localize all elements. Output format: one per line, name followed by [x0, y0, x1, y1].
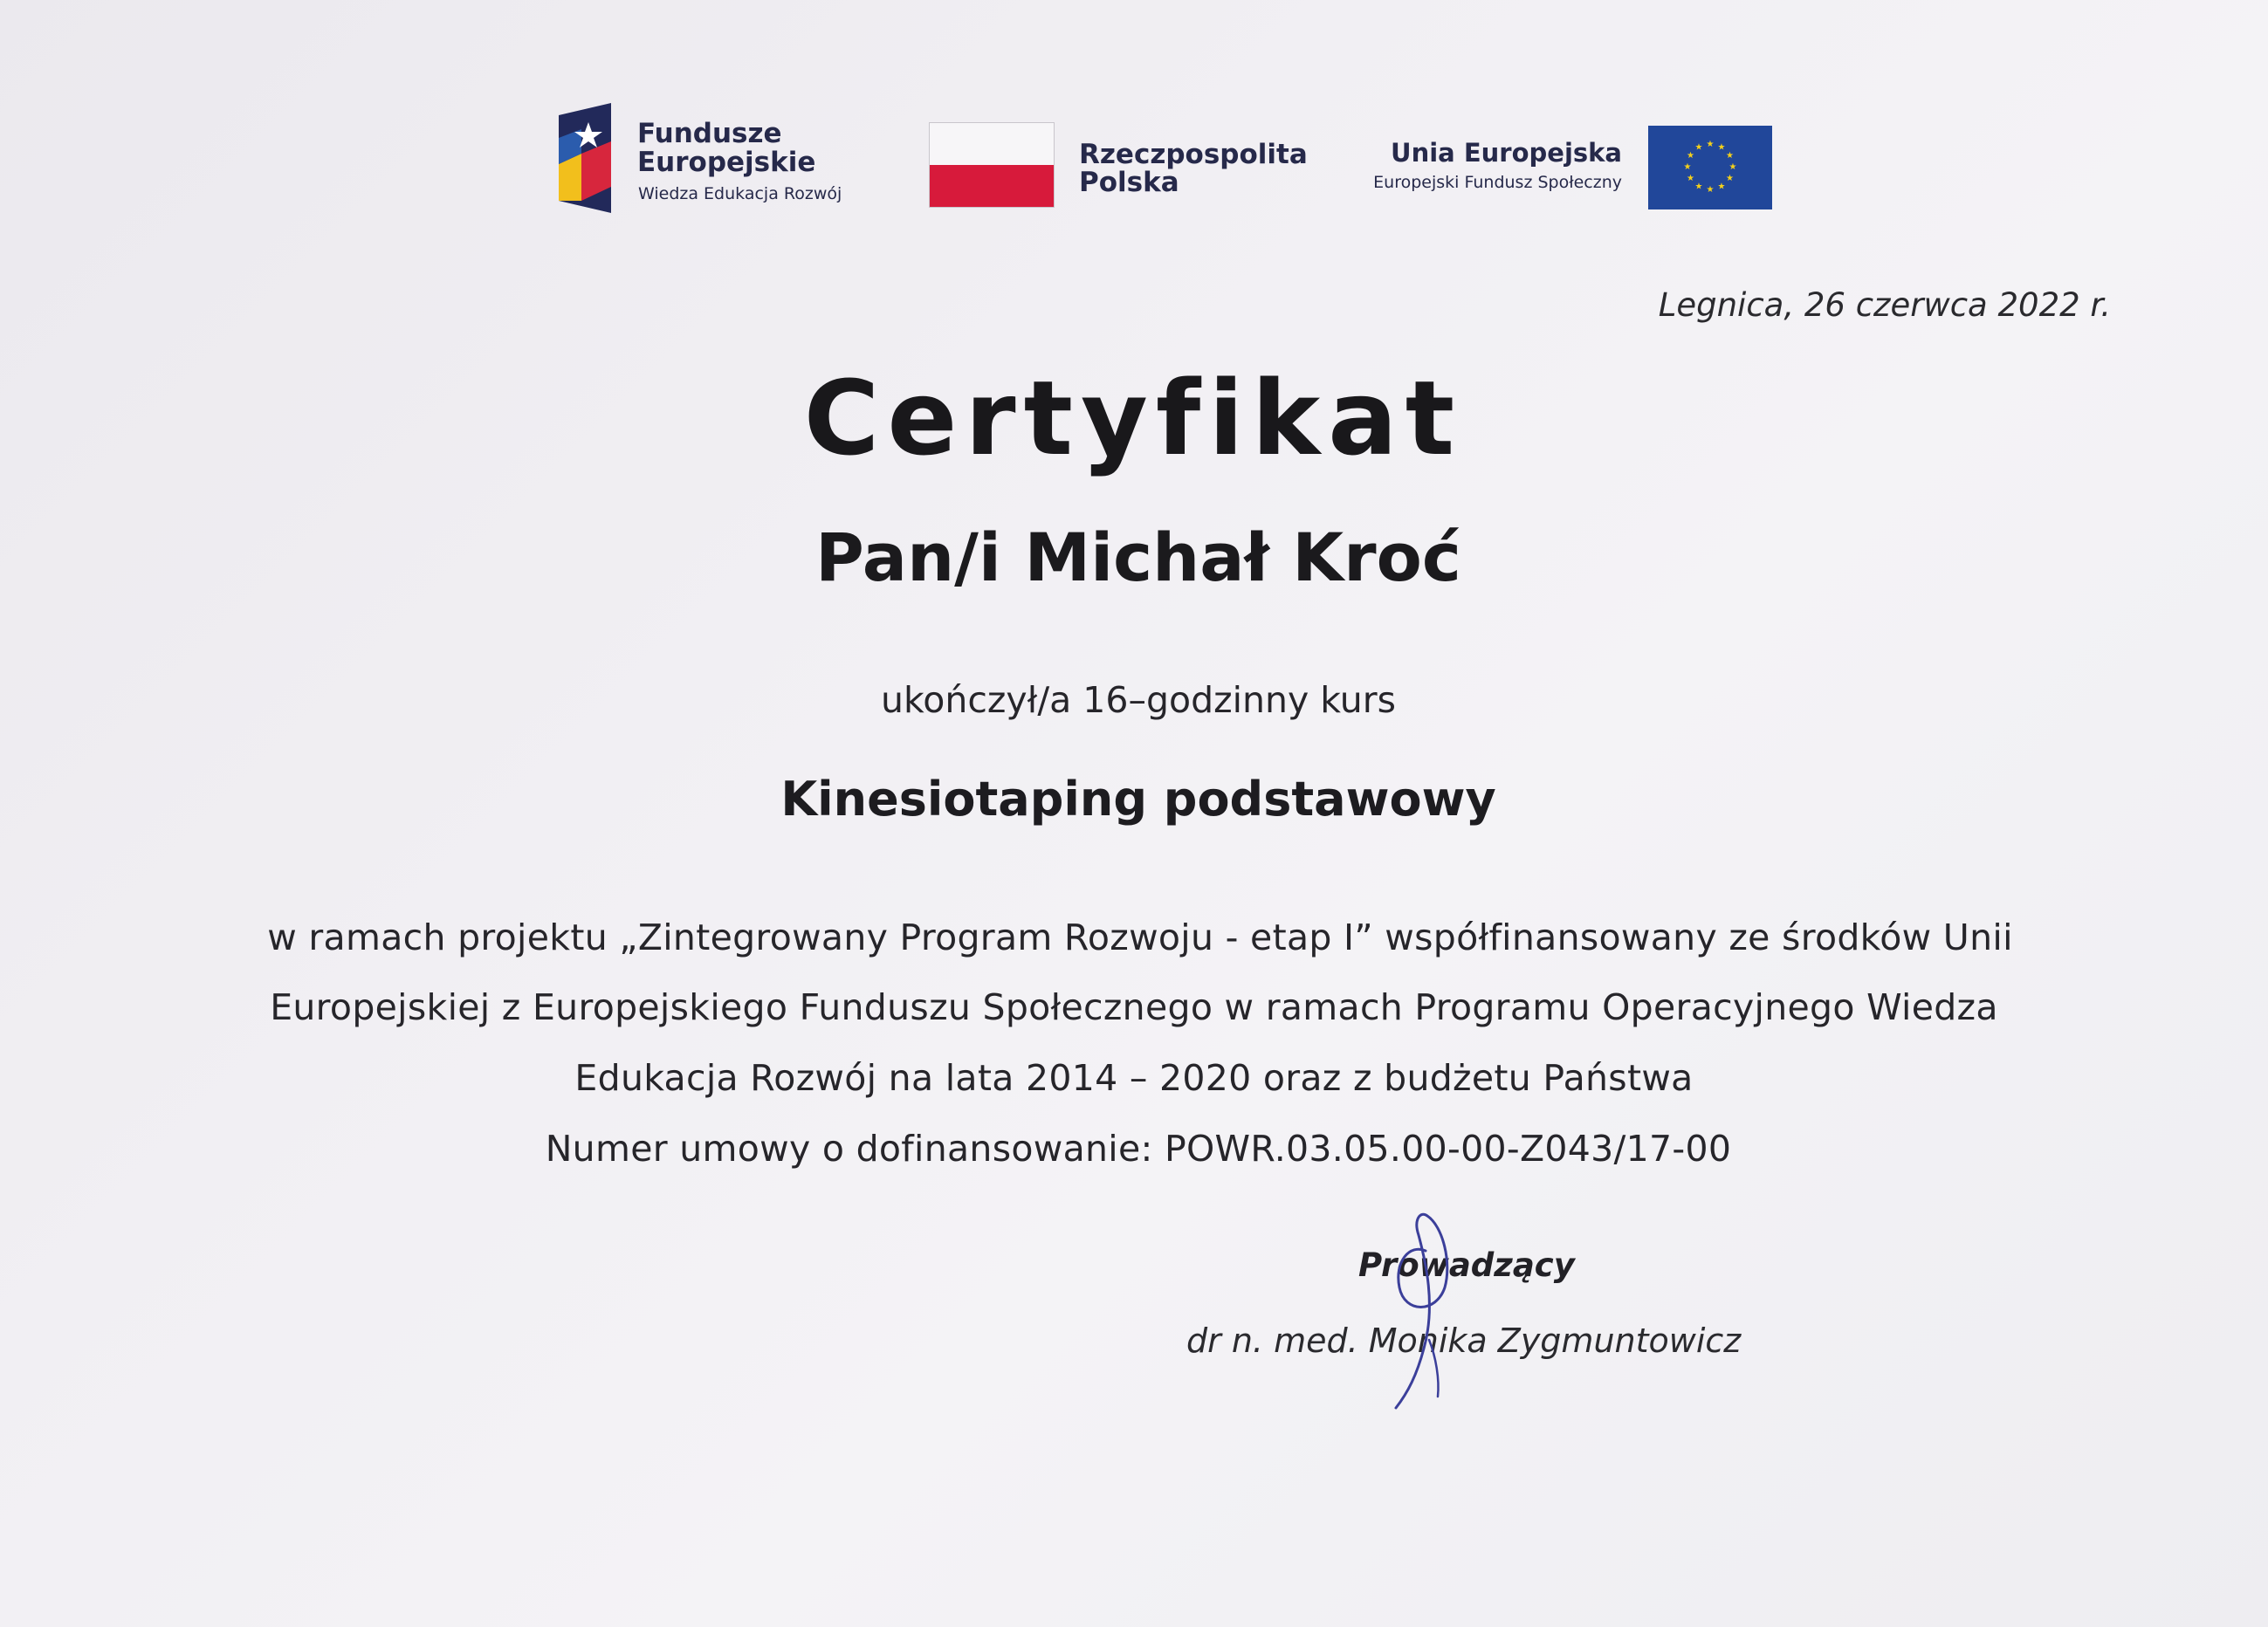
- svg-text:★: ★: [1717, 182, 1726, 192]
- unia-logo-line2: Europejski Fundusz Społeczny: [1373, 173, 1622, 192]
- svg-text:★: ★: [1694, 182, 1703, 192]
- svg-text:★: ★: [1706, 185, 1715, 195]
- svg-text:★: ★: [1683, 162, 1692, 172]
- rzeczpospolita-logo-line1: Rzeczpospolita: [1079, 139, 1308, 170]
- svg-text:★: ★: [1717, 142, 1726, 153]
- eu-flag-icon: [1648, 126, 1772, 209]
- completion-statement: ukończył/a 16–godzinny kurs: [881, 679, 1396, 721]
- svg-text:★: ★: [1726, 151, 1734, 161]
- svg-text:★: ★: [1706, 140, 1715, 149]
- course-name: Kinesiotaping podstawowy: [780, 772, 1496, 827]
- project-description-line-1: w ramach projektu „Zintegrowany Program Rozwoju - etap I” współfinansowany ze środków Unii: [267, 916, 2013, 958]
- issue-date: Legnica, 26 czerwca 2022 r.: [1658, 286, 2111, 324]
- handwritten-signature: [1375, 1209, 1480, 1418]
- svg-text:★: ★: [1687, 174, 1694, 183]
- signatory-label: Prowadzący: [1358, 1246, 1575, 1284]
- certificate-title: Certyfikat: [803, 358, 1463, 478]
- recipient-name: Pan/i Michał Kroć: [815, 518, 1461, 596]
- svg-text:★: ★: [1687, 151, 1694, 161]
- fundusze-logo-line2: Europejskie: [637, 147, 816, 178]
- project-description-line-3: Edukacja Rozwój na lata 2014 – 2020 oraz z budżetu Państwa: [574, 1057, 1694, 1099]
- fundusze-europejskie-logo: [555, 103, 869, 216]
- signatory-name: dr n. med. Monika Zygmuntowicz: [1186, 1322, 1742, 1360]
- fundusze-logo-line1: Fundusze: [637, 118, 782, 149]
- contract-number: Numer umowy o dofinansowanie: POWR.03.05.00-00-Z043/17-00: [545, 1128, 1732, 1170]
- rzeczpospolita-logo-line2: Polska: [1079, 167, 1179, 198]
- project-description-line-2: Europejskiej z Europejskiego Funduszu Społecznego w ramach Programu Operacyjnego Wiedza: [270, 986, 1998, 1028]
- rzeczpospolita-polska-logo: [929, 122, 1308, 209]
- svg-text:★: ★: [1694, 142, 1703, 153]
- fundusze-logo-tagline: Wiedza Edukacja Rozwój: [638, 184, 842, 203]
- polish-flag-icon: [929, 122, 1055, 208]
- unia-europejska-logo: [1353, 126, 1772, 213]
- svg-text:★: ★: [1728, 162, 1737, 172]
- svg-text:★: ★: [1726, 174, 1734, 183]
- fundusze-europejskie-emblem-icon: [555, 103, 616, 213]
- unia-logo-line1: Unia Europejska: [1391, 138, 1622, 168]
